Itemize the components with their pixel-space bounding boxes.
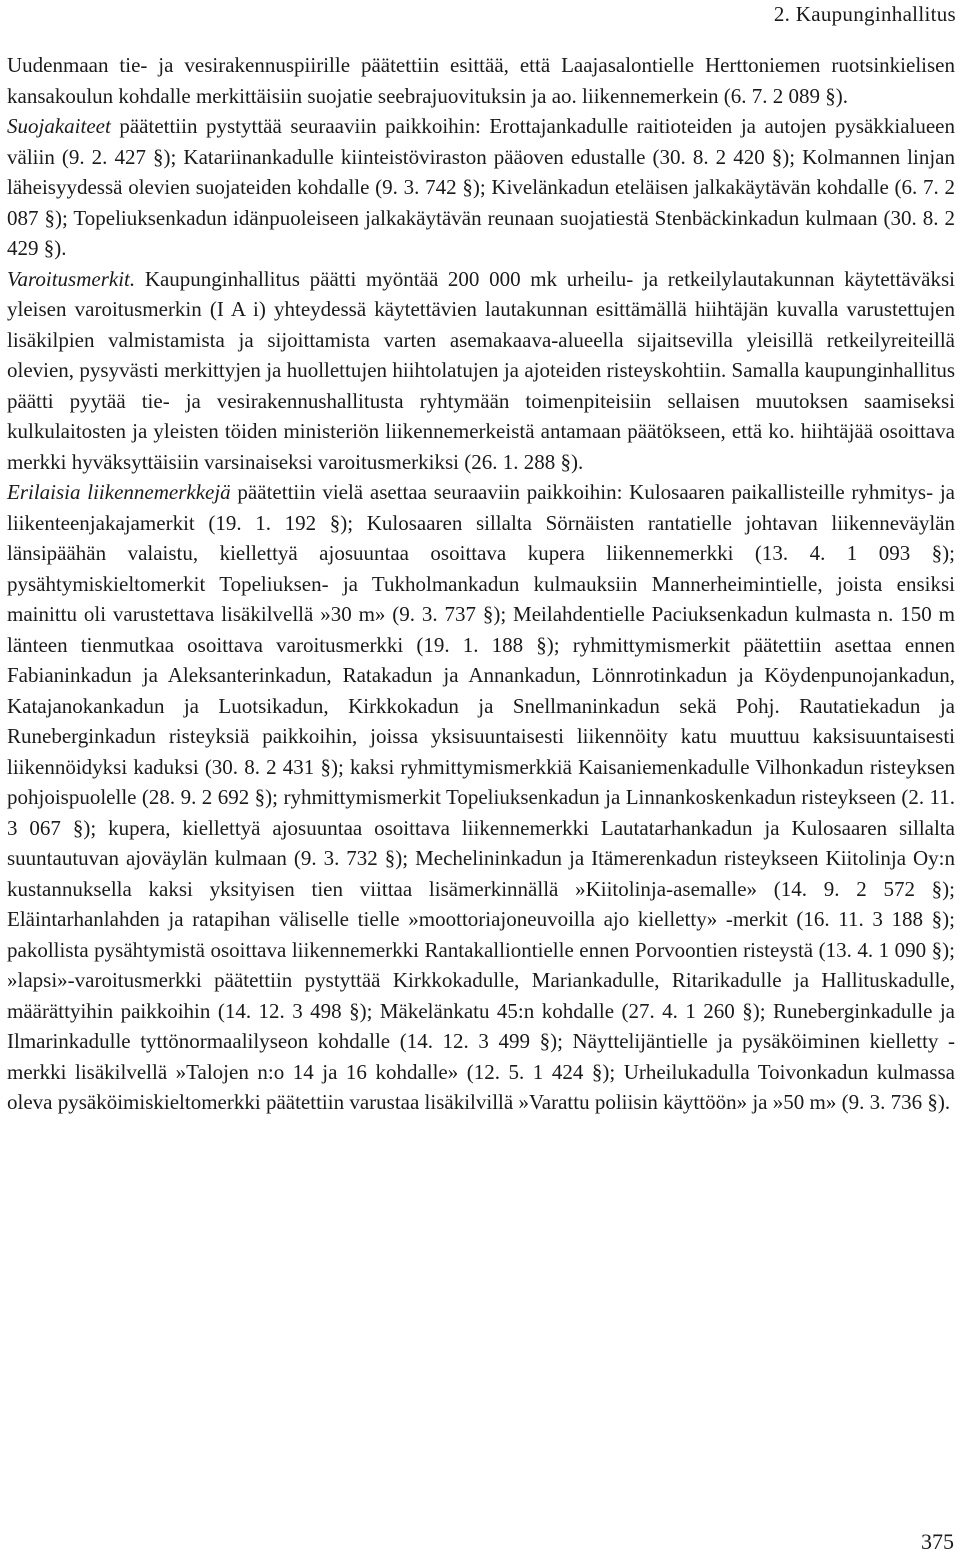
paragraph-text: päätettiin pystyttää seuraaviin paikkoihin: Erottajankadulle raitioteiden ja autojen pysäkkialueen väliin (9. 2. 427 §); Katariinankadulle kiinteistöviraston pääoven edustalle (30. 8. 2 420 §); Kolmannen linjan läheisyydessä olevien suojateiden kohdalle (9. 3. 742 §); Kivelänkadun eteläisen jalkakäytävän kohdalle (6. 7. 2 087 §); Topeliuksenkadun idänpuoleiseen jalkakäytävän reunaan suojatiestä Stenbäckinkadun kulmaan (30. 8. 2 429 §).	[7, 114, 955, 260]
page-number: 375	[921, 1529, 954, 1554]
paragraph-lead-varoitusmerkit: Varoitusmerkit.	[7, 266, 136, 291]
paragraph-suojatie	[7, 50, 955, 111]
paragraph-lead-liikennemerkit: Erilaisia liikennemerkkejä	[7, 480, 231, 504]
paragraph-liikennemerkit	[7, 477, 955, 1118]
paragraph-suojakaiteet	[7, 111, 955, 264]
paragraph-text: päätettiin vielä asettaa seuraaviin paikkoihin: Kulosaaren paikallisteille ryhmitys- ja liikenteenjakajamerkit (19. 1. 192 §); Kulosaaren sillalta Sörnäisten rantatielle johtavan liikenneväylän länsipäähän valaistu, kiellettyä ajosuuntaa osoittava kupera liikennemerkki (13. 4. 1 093 §); pysähtymiskieltomerkit Topeliuksen- ja Tukholmankadun kulmauksiin Mannerheimintielle, joista ensiksi mainittu oli varustettava lisäkilvellä »30 m» (9. 3. 737 §); Meilahdentielle Paciuksenkadun kulmasta n. 150 m länteen tienmutkaa osoittava varoitusmerkki (19. 1. 188 §); ryhmittymismerkit päätettiin asettaa ennen Fabianinkadun ja Aleksanterinkadun, Ratakadun ja Annankadun, Lönnrotinkadun ja Köydenpunojankadun, Katajanokankadun ja Luotsikadun, Kirkkokadun ja Snellmaninkadun sekä Pohj. Rautatiekadun ja Runeberginkadun risteyksiä paikkoihin, joissa yksisuuntaisesti liikennöity katu muuttuu kaksisuuntaisesti liikennöidyksi kaduksi (30. 8. 2 431 §); kaksi ryhmittymismerkkiä Kaisaniemenkadulle Vilhonkadun risteyksen pohjoispuolelle (28. 9. 2 692 §); ryhmittymismerkit Topeliuksenkadun ja Linnankoskenkadun risteykseen (2. 11. 3 067 §); kupera, kiellettyä ajosuuntaa osoittava liikennemerkki Lautatarhankadun ja Kulosaaren sillalta suuntautuvan ajoväylän kulmaan (9. 3. 732 §); Mechelininkadun ja Itämerenkadun risteykseen Kiitolinja Oy:n kustannuksella kaksi yksityisen tien viittaa lisämerkinnällä »Kiitolinja-asemalle» (14. 9. 2 572 §); Eläintarhanlahden ja ratapihan väliselle tielle »moottoriajoneuvoilla ajo kielletty» -merkit (16. 11. 3 188 §); pakollista pysähtymistä osoittava liikennemerkki Rantakalliontielle ennen Porvoontien risteystä (13. 4. 1 090 §); »lapsi»-varoitusmerkki päätettiin pystyttää Kirkkokadulle, Mariankadulle, Ritarikadulle ja Hallituskadulle, määrättyihin paikkoihin (14. 12. 3 498 §); Mäkelänkatu 45:n kohdalle (27. 4. 1 260 §); Runeberginkadulle ja Ilmarinkadulle tyttönormaalilyseon kohdalle (14. 12. 3 499 §); Näyttelijäntielle ja pysäköiminen kielletty -merkki lisäkilvellä »Talojen n:o 14 ja 16 kohdalle» (12. 5. 1 424 §); Urheilukadulla Toivonkadun kulmassa oleva pysäköimiskieltomerkki päätettiin varustaa lisäkilvillä »Varattu poliisin käyttöön» ja »50 m» (9. 3. 736 §).	[7, 480, 955, 1114]
paragraph-varoitusmerkit	[7, 264, 955, 478]
paragraph-text: Uudenmaan tie- ja vesirakennuspiirille päätettiin esittää, että Laajasalontielle Herttoniemen ruotsinkielisen kansakoulun kohdalle merkittäisiin suojatie seebrajuovituksin ja ao. liikennemerkein (6. 7. 2 089 §).	[7, 53, 955, 108]
body-text	[7, 50, 955, 1118]
paragraph-lead-suojakaiteet: Suojakaiteet	[7, 114, 111, 138]
running-header: 2. Kaupunginhallitus	[773, 2, 956, 26]
paragraph-text: Kaupunginhallitus päätti myöntää 200 000 mk urheilu- ja retkeilylautakunnan käytettäväksi yleisen varoitusmerkin (I A i) yhteydessä käytettävien lautakunnan esittämällä hiihtäjän kuvalla varustettujen lisäkilpien valmistamista ja sijoittamista varten asemakaava-alueella sijaitsevilla yleisillä retkeilyreiteillä olevien, pysyvästi merkittyjen ja huollettujen hiihtolatujen ja ajoteiden risteyskohtiin. Samalla kaupunginhallitus päätti pyytää tie- ja vesirakennushallitusta ryhtymään toimenpiteisiin sellaisen muutoksen saamiseksi kulkulaitosten ja yleisten töiden ministeriön liikennemerkeistä antamaan päätökseen, että ko. hiihtäjää osoittava merkki hyväksyttäisiin varsinaiseksi varoitusmerkiksi (26. 1. 288 §).	[7, 266, 955, 474]
